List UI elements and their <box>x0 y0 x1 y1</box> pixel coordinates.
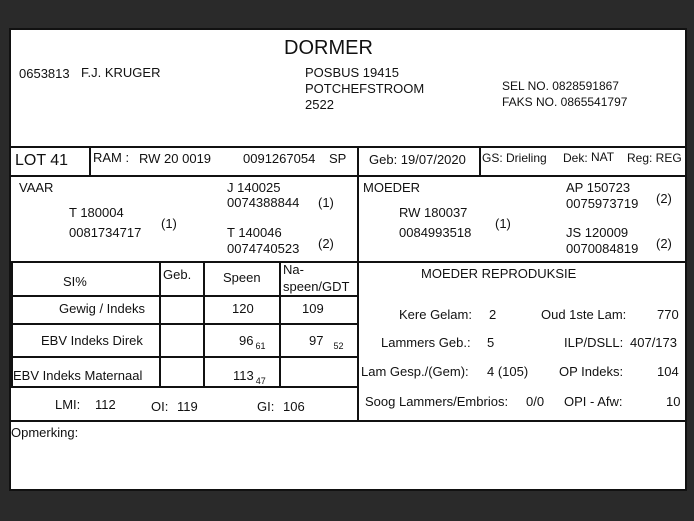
row-label-gewig: Gewig / Indeks <box>59 301 145 316</box>
moeder-code: RW 180037 <box>399 205 468 220</box>
row-direk-speen: 96 $_{61}$ <box>239 333 266 351</box>
birth-date: Geb: 19/07/2020 <box>369 152 466 167</box>
divider <box>479 146 481 175</box>
divider <box>11 323 357 325</box>
remarks-label: Opmerking: <box>11 425 79 440</box>
divider <box>203 261 205 386</box>
gesp-label: Lam Gesp./(Gem): <box>361 364 469 379</box>
divider <box>11 420 685 422</box>
row-label-direk: EBV Indeks Direk <box>41 333 143 348</box>
vaar-id: 0081734717 <box>69 225 142 240</box>
opi-label: OPI - Afw: <box>564 394 623 409</box>
divider <box>159 261 161 386</box>
op-value: 104 <box>657 364 679 379</box>
faks-number: FAKS NO. 0865541797 <box>502 95 628 109</box>
gs-value: GS: Drieling <box>482 151 547 165</box>
naspeen-header-line1: Na- <box>283 262 304 277</box>
divider <box>11 261 685 263</box>
vaar-sire-mark: (1) <box>318 195 334 210</box>
naspeen-header-line2: speen/GDT <box>283 279 350 294</box>
divider <box>11 146 685 148</box>
kere-label: Kere Gelam: <box>399 307 472 322</box>
reg-value: Reg: REG <box>627 151 682 165</box>
row-gewig-na: 109 <box>302 301 324 316</box>
speen-header: Speen <box>223 270 261 285</box>
oi-value: 119 <box>177 399 198 414</box>
divider <box>11 386 357 388</box>
dek-value: NAT <box>591 150 615 164</box>
row-direk-na-sub: 52 <box>333 341 344 351</box>
ilp-label: ILP/DSLL: <box>564 335 624 350</box>
divider <box>89 146 91 175</box>
oud-label: Oud 1ste Lam: <box>541 307 627 322</box>
owner-name: F.J. KRUGER <box>81 65 161 80</box>
lot-card <box>9 28 687 491</box>
row-maternaal-speen-sub: 47 <box>255 376 266 386</box>
divider <box>357 146 359 420</box>
si-header: SI% <box>63 274 87 289</box>
lammers-value: 5 <box>487 335 495 350</box>
geb-header: Geb. <box>163 267 192 282</box>
vaar-sire-id: 0074388844 <box>227 195 300 210</box>
lmi-value: 112 <box>95 397 116 412</box>
divider <box>279 261 281 386</box>
kere-value: 2 <box>489 307 497 322</box>
divider <box>11 295 357 297</box>
address-line-3: 2522 <box>305 97 334 112</box>
moeder-mark: (1) <box>495 216 511 231</box>
ram-label: RAM : <box>93 150 130 165</box>
vaar-label: VAAR <box>19 180 54 195</box>
lammers-label: Lammers Geb.: <box>381 335 471 350</box>
bottom-bar <box>0 491 694 521</box>
ram-id: 0091267054 <box>243 151 316 166</box>
owner-id: 0653813 <box>19 66 70 81</box>
ilp-value: 407/173 <box>630 335 677 350</box>
sel-number: SEL NO. 0828591867 <box>502 79 619 93</box>
page-title: DORMER <box>284 37 373 59</box>
row-gewig-speen: 120 <box>232 301 254 316</box>
oi-label: OI: <box>151 399 169 414</box>
dek-label: Dek: <box>563 151 588 165</box>
op-label: OP Indeks: <box>559 364 624 379</box>
moeder-sire-mark: (2) <box>656 191 672 206</box>
address-line-2: POTCHEFSTROOM <box>305 81 425 96</box>
soog-label: Soog Lammers/Embrios: <box>365 394 509 409</box>
lmi-label: LMI: <box>55 397 81 412</box>
moeder-dam-id: 0070084819 <box>566 241 639 256</box>
vaar-dam-mark: (2) <box>318 236 334 251</box>
moeder-sire-code: AP 150723 <box>566 180 631 195</box>
moeder-dam-mark: (2) <box>656 236 672 251</box>
ram-value: RW 20 0019 <box>139 151 212 166</box>
vaar-sire-code: J 140025 <box>227 180 281 195</box>
divider <box>11 175 685 177</box>
gi-label: GI: <box>257 399 275 414</box>
row-direk-na: 97 $_{52}$ <box>309 333 344 351</box>
address-line-1: POSBUS 19415 <box>305 65 399 80</box>
ram-code: SP <box>329 151 347 166</box>
vaar-dam-id: 0074740523 <box>227 241 300 256</box>
vaar-code: T 180004 <box>69 205 124 220</box>
gi-value: 106 <box>283 399 305 414</box>
moeder-id: 0084993518 <box>399 225 472 240</box>
gesp-value: 4 (105) <box>487 364 529 379</box>
opi-value: 10 <box>666 394 681 409</box>
oud-value: 770 <box>657 307 679 322</box>
row-label-maternaal: EBV Indeks Maternaal <box>13 368 143 383</box>
vaar-mark: (1) <box>161 216 177 231</box>
moeder-sire-id: 0075973719 <box>566 196 639 211</box>
lot-number: LOT 41 <box>15 152 69 169</box>
row-maternaal-speen: 113 $_{47}$ <box>233 368 266 386</box>
row-direk-speen-sub: 61 <box>255 341 266 351</box>
moeder-dam-code: JS 120009 <box>566 225 629 240</box>
vaar-dam-code: T 140046 <box>227 225 282 240</box>
moeder-label: MOEDER <box>363 180 421 195</box>
repro-title: MOEDER REPRODUKSIE <box>421 266 577 281</box>
soog-value: 0/0 <box>526 394 545 409</box>
divider <box>11 356 357 358</box>
